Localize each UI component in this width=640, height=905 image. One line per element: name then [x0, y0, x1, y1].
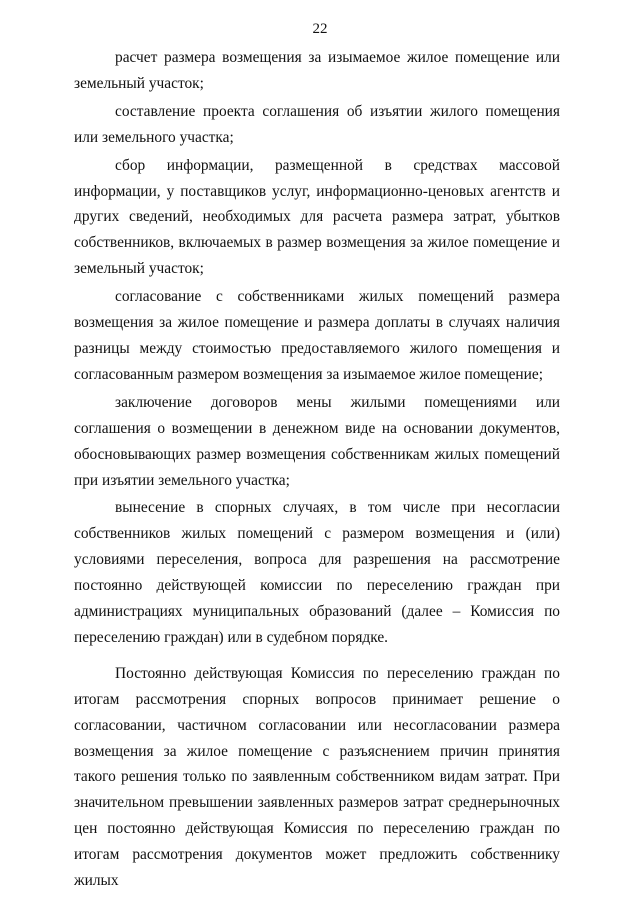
paragraph-commission-decision: Постоянно действующая Комиссия по переселению граждан по итогам рассмотрения спорных вопросов принимает решение о согласовании, частичном согласовании или несогласовании размера возмещения за жилое помещение с разъяснением причин принятия такого решения только по заявленным собственником видам затрат. При значительном превышении заявленных размеров затрат среднерыночных цен постоянно действующая Комиссия по переселению граждан по итогам рассмотрения документов может предложить собственнику жилых	[74, 664, 560, 890]
paragraph-information-collection: сбор информации, размещенной в средствах массовой информации, у поставщиков услуг, информационно-ценовых агентств и других сведений, необходимых для расчета размера затрат, убытков собственников, включаемых в размер возмещения за жилое помещение и земельный участок;	[74, 156, 560, 278]
paragraph-agreement-draft: составление проекта соглашения об изъятии жилого помещения или земельного участка;	[74, 102, 560, 146]
paragraph-disputed-cases: вынесение в спорных случаях, в том числе при несогласии собственников жилых помещений с размером возмещения и (или) условиями переселения, вопроса для разрешения на рассмотрение постоянно действующей комиссии по переселению граждан при администрациях муниципальных образований (далее – Комиссия по переселению граждан) или в судебном порядке.	[74, 499, 560, 646]
document-body	[74, 45, 560, 894]
paragraph-compensation-calculation: расчет размера возмещения за изымаемое жилое помещение или земельный участок;	[74, 49, 560, 92]
page-number: 22	[312, 21, 328, 37]
paragraph-exchange-contracts: заключение договоров мены жилыми помещениями или соглашения о возмещении в денежном виде на основании документов, обосновывающих размер возмещения собственникам жилых помещений при изъятии земельного участка;	[74, 393, 560, 489]
paragraph-owner-approval: согласование с собственниками жилых помещений размера возмещения за жилое помещение и размера доплаты в случаях наличия разницы между стоимостью предоставляемого жилого помещения и согласованным размером возмещения за изымаемое жилое помещение;	[74, 288, 560, 383]
